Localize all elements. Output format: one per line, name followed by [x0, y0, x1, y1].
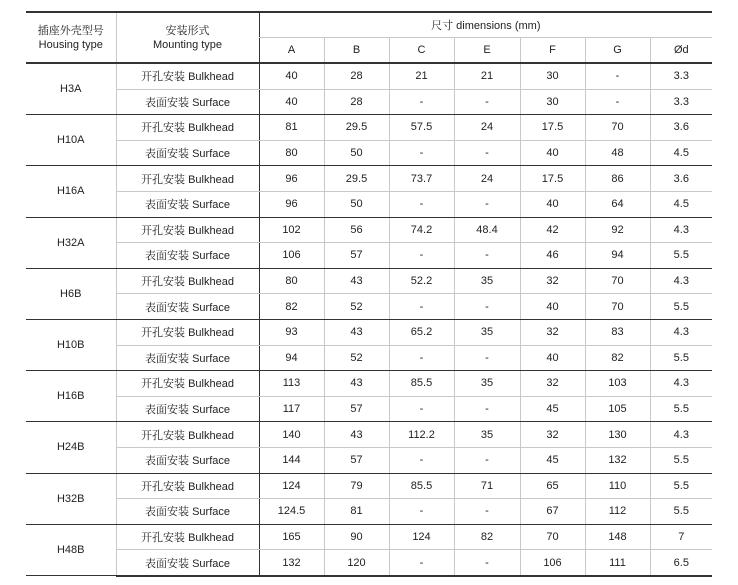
dimension-cell: 4.3: [650, 371, 712, 397]
table-row: [26, 473, 712, 499]
dimension-cell: 3.3: [650, 63, 712, 89]
dimension-cell: 35: [454, 319, 520, 345]
dimension-cell: 90: [324, 524, 389, 550]
dimension-cell: 24: [454, 115, 520, 141]
dimension-cell: 28: [324, 89, 389, 115]
dimension-cell: 112.2: [389, 422, 454, 448]
dimension-cell: -: [389, 396, 454, 422]
mounting-type-cell: 开孔安装 Bulkhead: [116, 524, 259, 550]
dimension-cell: 130: [585, 422, 650, 448]
mounting-type-cell: 开孔安装 Bulkhead: [116, 63, 259, 89]
housing-type-cell: H16A: [26, 166, 116, 217]
dimension-cell: 124: [389, 524, 454, 550]
dimension-cell: 5.5: [650, 345, 712, 371]
dimension-cell: 111: [585, 550, 650, 576]
dimension-cell: 70: [585, 115, 650, 141]
mounting-type-cell: 开孔安装 Bulkhead: [116, 268, 259, 294]
dimension-cell: 96: [259, 191, 324, 217]
table-row: [26, 217, 712, 243]
dimension-cell: 96: [259, 166, 324, 192]
mounting-type-header-cn: 安装形式: [165, 24, 210, 37]
mounting-type-cell: 表面安装 Surface: [116, 345, 259, 371]
dimension-cell: 40: [520, 191, 585, 217]
dimension-cell: 120: [324, 550, 389, 576]
mounting-type-cell: 开孔安装 Bulkhead: [116, 319, 259, 345]
mounting-type-cell: 表面安装 Surface: [116, 447, 259, 473]
dimension-cell: 4.3: [650, 268, 712, 294]
dimension-cell: 45: [520, 396, 585, 422]
dimension-cell: -: [389, 447, 454, 473]
dimension-cell: 43: [324, 422, 389, 448]
dimension-cell: 85.5: [389, 473, 454, 499]
dimension-cell: 57.5: [389, 115, 454, 141]
dimension-cell: 45: [520, 447, 585, 473]
housing-type-cell: H32B: [26, 473, 116, 524]
dimension-cell: 102: [259, 217, 324, 243]
dimension-cell: -: [454, 396, 520, 422]
dimension-cell: -: [389, 294, 454, 320]
dimension-cell: 5.5: [650, 243, 712, 269]
dimension-cell: 46: [520, 243, 585, 269]
dimension-cell: 94: [259, 345, 324, 371]
dimension-cell: 93: [259, 319, 324, 345]
dimension-cell: 94: [585, 243, 650, 269]
table-row: [26, 243, 712, 269]
column-header: E: [454, 38, 520, 64]
dimension-cell: -: [454, 140, 520, 166]
dimension-cell: 105: [585, 396, 650, 422]
housing-type-header: [26, 12, 116, 63]
dimension-cell: 40: [259, 89, 324, 115]
mounting-type-cell: 表面安装 Surface: [116, 191, 259, 217]
dimension-cell: 57: [324, 243, 389, 269]
dimension-cell: 56: [324, 217, 389, 243]
dimension-cell: -: [389, 191, 454, 217]
dimension-cell: 3.6: [650, 115, 712, 141]
table-row: [26, 499, 712, 525]
dimension-cell: 52: [324, 345, 389, 371]
dimension-cell: 65.2: [389, 319, 454, 345]
dimension-cell: 52.2: [389, 268, 454, 294]
table-row: [26, 524, 712, 550]
mounting-type-cell: 表面安装 Surface: [116, 294, 259, 320]
dimension-cell: 28: [324, 63, 389, 89]
mounting-type-cell: 表面安装 Surface: [116, 243, 259, 269]
dimension-cell: -: [454, 345, 520, 371]
dimension-cell: 85.5: [389, 371, 454, 397]
dimension-cell: -: [454, 243, 520, 269]
dimension-cell: 24: [454, 166, 520, 192]
dimension-cell: 3.6: [650, 166, 712, 192]
dimension-cell: 3.3: [650, 89, 712, 115]
dimension-cell: 80: [259, 140, 324, 166]
dimension-cell: 106: [259, 243, 324, 269]
housing-type-cell: H24B: [26, 422, 116, 473]
dimension-cell: 82: [585, 345, 650, 371]
dimension-cell: 7: [650, 524, 712, 550]
housing-type-cell: H16B: [26, 371, 116, 422]
dimension-cell: 106: [520, 550, 585, 576]
table-row: [26, 166, 712, 192]
dimension-cell: 65: [520, 473, 585, 499]
dimension-cell: 50: [324, 191, 389, 217]
mounting-type-cell: 开孔安装 Bulkhead: [116, 166, 259, 192]
table-row: [26, 63, 712, 89]
dimension-cell: 4.5: [650, 191, 712, 217]
dimension-cell: 32: [520, 319, 585, 345]
dimension-cell: 117: [259, 396, 324, 422]
column-header: Ød: [650, 38, 712, 64]
column-header: C: [389, 38, 454, 64]
dimension-cell: -: [585, 89, 650, 115]
dimension-cell: 5.5: [650, 473, 712, 499]
dimension-cell: 110: [585, 473, 650, 499]
mounting-type-cell: 开孔安装 Bulkhead: [116, 115, 259, 141]
dimension-cell: -: [389, 345, 454, 371]
dimension-cell: 81: [259, 115, 324, 141]
dimension-cell: 81: [324, 499, 389, 525]
dimension-cell: 32: [520, 422, 585, 448]
dimension-cell: 5.5: [650, 396, 712, 422]
dimension-cell: 83: [585, 319, 650, 345]
dimension-cell: 5.5: [650, 447, 712, 473]
mounting-type-cell: 开孔安装 Bulkhead: [116, 422, 259, 448]
dimension-cell: 67: [520, 499, 585, 525]
table-row: [26, 191, 712, 217]
dimension-cell: 103: [585, 371, 650, 397]
dimension-cell: 48: [585, 140, 650, 166]
column-header: A: [259, 38, 324, 64]
dimension-cell: 43: [324, 268, 389, 294]
dimension-cell: 40: [520, 345, 585, 371]
dimension-cell: -: [585, 63, 650, 89]
dimension-cell: 70: [585, 294, 650, 320]
dimension-cell: 74.2: [389, 217, 454, 243]
dimension-cell: -: [454, 191, 520, 217]
dimension-cell: 4.3: [650, 217, 712, 243]
housing-type-cell: H3A: [26, 63, 116, 115]
table-row: [26, 268, 712, 294]
dimension-cell: -: [454, 550, 520, 576]
table-row: [26, 140, 712, 166]
mounting-type-cell: 表面安装 Surface: [116, 140, 259, 166]
dimension-cell: 40: [259, 63, 324, 89]
housing-type-cell: H6B: [26, 268, 116, 319]
dimension-cell: 40: [520, 140, 585, 166]
dimension-cell: 52: [324, 294, 389, 320]
mounting-type-cell: 表面安装 Surface: [116, 499, 259, 525]
table-row: [26, 89, 712, 115]
dimensions-header: 尺寸 dimensions (mm): [259, 12, 712, 38]
dimension-cell: 29.5: [324, 115, 389, 141]
dimension-cell: -: [454, 447, 520, 473]
dimension-cell: -: [454, 499, 520, 525]
dimension-cell: 30: [520, 89, 585, 115]
housing-type-cell: H10A: [26, 115, 116, 166]
column-header: B: [324, 38, 389, 64]
dimension-cell: 6.5: [650, 550, 712, 576]
dimension-cell: 17.5: [520, 115, 585, 141]
dimension-cell: 57: [324, 396, 389, 422]
dimension-cell: 132: [585, 447, 650, 473]
housing-type-cell: H10B: [26, 319, 116, 370]
dimension-cell: 82: [259, 294, 324, 320]
mounting-type-header-en: Mounting type: [152, 38, 223, 51]
dimension-cell: 32: [520, 371, 585, 397]
dimension-cell: 79: [324, 473, 389, 499]
dimension-cell: 40: [520, 294, 585, 320]
dimension-cell: 50: [324, 140, 389, 166]
dimensions-table: [26, 11, 712, 577]
column-header: F: [520, 38, 585, 64]
mounting-type-cell: 表面安装 Surface: [116, 396, 259, 422]
dimension-cell: 30: [520, 63, 585, 89]
housing-type-cell: H32A: [26, 217, 116, 268]
dimension-cell: 5.5: [650, 294, 712, 320]
table-row: [26, 550, 712, 576]
dimension-cell: 80: [259, 268, 324, 294]
dimension-cell: 124: [259, 473, 324, 499]
dimension-cell: -: [389, 89, 454, 115]
mounting-type-cell: 开孔安装 Bulkhead: [116, 217, 259, 243]
table-row: [26, 319, 712, 345]
dimension-cell: 140: [259, 422, 324, 448]
dimension-cell: 144: [259, 447, 324, 473]
dimension-cell: 70: [585, 268, 650, 294]
table-row: [26, 345, 712, 371]
column-header: G: [585, 38, 650, 64]
dimension-cell: -: [389, 499, 454, 525]
table-row: [26, 422, 712, 448]
dimension-cell: 29.5: [324, 166, 389, 192]
dimension-cell: 124.5: [259, 499, 324, 525]
housing-type-cell: H48B: [26, 524, 116, 576]
housing-type-header-en: Housing type: [38, 38, 103, 51]
dimension-cell: 82: [454, 524, 520, 550]
table-row: [26, 447, 712, 473]
dimension-cell: 17.5: [520, 166, 585, 192]
dimension-cell: 4.3: [650, 422, 712, 448]
mounting-type-cell: 表面安装 Surface: [116, 550, 259, 576]
dimension-cell: -: [389, 243, 454, 269]
dimension-cell: 21: [454, 63, 520, 89]
table-row: [26, 115, 712, 141]
dimension-cell: 64: [585, 191, 650, 217]
dimension-cell: -: [454, 89, 520, 115]
dimension-cell: -: [389, 550, 454, 576]
mounting-type-cell: 开孔安装 Bulkhead: [116, 473, 259, 499]
dimension-cell: -: [454, 294, 520, 320]
dimension-cell: 70: [520, 524, 585, 550]
dimension-cell: 132: [259, 550, 324, 576]
dimension-cell: 113: [259, 371, 324, 397]
dimension-cell: 4.3: [650, 319, 712, 345]
dimension-cell: 112: [585, 499, 650, 525]
dimension-cell: 43: [324, 319, 389, 345]
dimension-cell: 43: [324, 371, 389, 397]
dimension-cell: 86: [585, 166, 650, 192]
dimension-cell: 48.4: [454, 217, 520, 243]
dimension-cell: 35: [454, 422, 520, 448]
dimension-cell: 148: [585, 524, 650, 550]
dimension-cell: 92: [585, 217, 650, 243]
dimension-cell: 35: [454, 268, 520, 294]
dimension-cell: 73.7: [389, 166, 454, 192]
table-row: [26, 371, 712, 397]
housing-type-header-cn: 插座外壳型号: [37, 24, 104, 37]
dimension-cell: 21: [389, 63, 454, 89]
mounting-type-cell: 表面安装 Surface: [116, 89, 259, 115]
dimension-cell: 57: [324, 447, 389, 473]
mounting-type-cell: 开孔安装 Bulkhead: [116, 371, 259, 397]
dimension-cell: -: [389, 140, 454, 166]
dimension-cell: 4.5: [650, 140, 712, 166]
dimension-cell: 35: [454, 371, 520, 397]
dimension-cell: 165: [259, 524, 324, 550]
dimension-cell: 71: [454, 473, 520, 499]
dimension-cell: 32: [520, 268, 585, 294]
table-row: [26, 294, 712, 320]
mounting-type-header: [116, 12, 259, 63]
dimension-cell: 5.5: [650, 499, 712, 525]
table-row: [26, 396, 712, 422]
dimension-cell: 42: [520, 217, 585, 243]
